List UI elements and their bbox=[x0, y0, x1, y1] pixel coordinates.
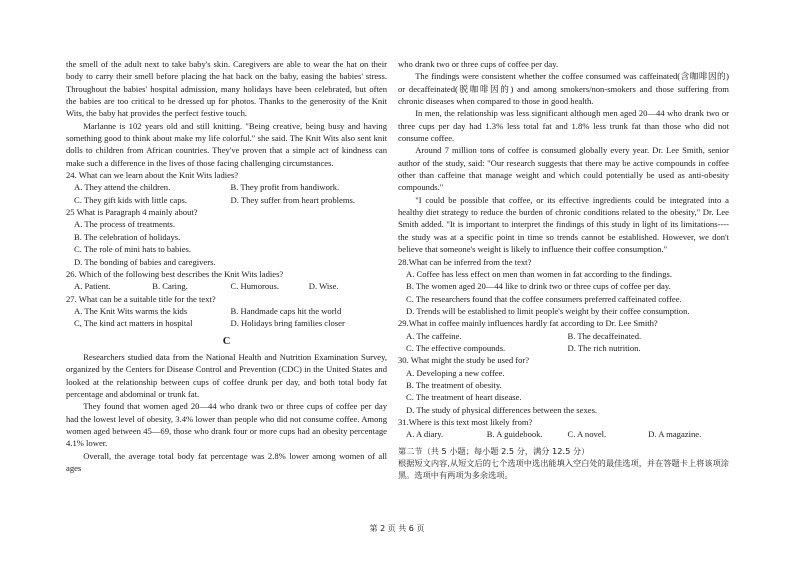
option-28b: B. The women aged 20—44 like to drink two or three cups of coffee per day. bbox=[406, 281, 671, 292]
question-31 bbox=[398, 416, 729, 441]
question-30-stem: 30. What might the study be used for? bbox=[398, 355, 530, 366]
option-31c: C. A novel. bbox=[567, 429, 607, 440]
option-31b: B. A guidebook. bbox=[486, 429, 543, 440]
right-column bbox=[398, 58, 729, 482]
paragraph-continuation: who drank two or three cups of coffee per day. bbox=[398, 59, 559, 69]
paragraph-around: Around 7 million tons of coffee is consumed globally every year. Dr. Lee Smith, senior author of the study, said: "Our research suggests that there may be active compounds in coffee other than caffeine that manage weight and which could potentially be used as anti-obesity compounds." bbox=[398, 145, 729, 193]
question-30 bbox=[398, 354, 729, 416]
question-29-stem: 29.What in coffee mainly influences hardly fat according to Dr. Lee Smith? bbox=[398, 318, 658, 329]
section-2-instructions: 根据短文内容,从短文后的七个选项中选出能填入空白处的最佳选项，并在答题卡上将该项涂黑。选项中有两项为多余选项。 bbox=[398, 458, 729, 481]
section-c-heading: C bbox=[222, 335, 231, 347]
option-30a: A. Developing a new coffee. bbox=[406, 367, 505, 378]
option-31a: A. A diary. bbox=[406, 429, 444, 440]
paragraph-quote: "I could be possible that coffee, or its effective ingredients could be integrated into a healthy diet strategy to reduce the burden of chronic conditions related to the obesity," Dr. Lee Smith added. "It is important to interpret the findings of this study in light of its limitations----the study was at a specific point in time so trends cannot be established. However, we don't believe that someone's weight is likely to influence their coffee consumption." bbox=[398, 194, 729, 255]
question-31-stem: 31.Where is this text most likely from? bbox=[398, 416, 533, 427]
option-24c: C. They gift kids with little caps. bbox=[74, 194, 187, 205]
page-footer: 第 2 页 共 6 页 bbox=[369, 524, 425, 533]
question-25-stem: 25 What is Paragraph 4 mainly about? bbox=[66, 207, 198, 218]
option-27c: C, The kind act matters in hospital bbox=[74, 318, 193, 329]
option-25b: B. The celebration of holidays. bbox=[74, 231, 181, 242]
option-26d: D. Wise. bbox=[308, 281, 339, 292]
option-26c: C. Humorous. bbox=[230, 281, 279, 292]
option-30d: D. The study of physical differences between the sexes. bbox=[406, 404, 598, 415]
paragraph-c-1: Researchers studied data from the National Health and Nutrition Examination Survey, organized by the Centers for Disease Control and Prevention (CDC) in the United States and looked at the relationship between cups of coffee drunk per day, and both total body fat percentage and abdominal or trunk fat. bbox=[66, 351, 387, 399]
question-27-stem: 27. What can be a suitable title for the text? bbox=[66, 293, 216, 304]
question-27 bbox=[66, 293, 387, 330]
option-25c: C. The role of mini hats to babies. bbox=[74, 244, 192, 255]
option-28a: A. Coffee has less effect on men than women in fat according to the findings. bbox=[406, 268, 673, 279]
question-26-stem: 26. Which of the following best describes the Knit Wits ladies? bbox=[66, 268, 284, 279]
paragraph-men: In men, the relationship was less significant although men aged 20—44 who drank two or three cups per day had 1.3% less total fat and 1.8% less trunk fat than those who did not consume coffee. bbox=[398, 108, 729, 144]
question-25 bbox=[66, 206, 387, 268]
paragraph-hat-smell: the smell of the adult next to take baby's skin. Caregivers are able to wear the hat on their body to carry their smell before placing the hat back on the baby, easing the babies' stress. Throughout the babies' hospital admission, many holidays have been celebrated, but often the babies are too critical to be dressed up for photos. Thanks to the generosity of the Knit Wits, the baby hat provides the perfect festive touch. bbox=[66, 59, 387, 119]
left-column bbox=[66, 58, 387, 474]
option-28c: C. The researchers found that the coffee consumers preferred caffeinated coffee. bbox=[406, 293, 682, 304]
option-26a: A. Patient. bbox=[74, 281, 111, 292]
paragraph-marlanne: Marlanne is 102 years old and still knitting. "Being creative, being busy and having something good to think about make my life colorful." she said. The Knit Wits also sent knit dolls to children from African countries. They've proven that a simple act of kindness can make such a difference in the lives of those facing challenging circumstances. bbox=[66, 120, 387, 168]
option-30b: B. The treatment of obesity. bbox=[406, 379, 502, 390]
option-30c: C. The treatment of heart disease. bbox=[406, 392, 522, 403]
option-29a: A. The caffeine. bbox=[406, 330, 462, 341]
question-29 bbox=[398, 317, 729, 354]
option-24b: B. They profit from handiwork. bbox=[230, 182, 340, 193]
question-24 bbox=[66, 169, 387, 206]
option-27a: A. The Knit Wits warms the kids bbox=[74, 305, 188, 316]
paragraph-c-2: They found that women aged 20—44 who drank two or three cups of coffee per day had the lowest level of obesity, 3.4% lower than people who did not consume coffee. Among women aged between 45—69, those who drank four or more cups had an obesity percentage 4.1% lower. bbox=[66, 401, 387, 449]
paragraph-findings: The findings were consistent whether the coffee consumed was caffeinated(含咖啡因的) or decaffeinated(脱咖啡因的) and among smokers/non-smokers and those suffering from chronic diseases when compared to those in good health. bbox=[398, 71, 729, 107]
question-28-stem: 28.What can be inferred from the text? bbox=[398, 256, 532, 267]
option-27d: D. Holidays bring families closer bbox=[230, 318, 345, 329]
option-24d: D. They suffer from heart problems. bbox=[230, 194, 355, 205]
question-24-stem: 24. What can we learn about the Knit Wits ladies? bbox=[66, 170, 239, 181]
option-26b: B. Caring. bbox=[152, 281, 188, 292]
option-25d: D. The bonding of babies and caregivers. bbox=[74, 256, 216, 267]
option-31d: D. A magazine. bbox=[648, 429, 702, 440]
paragraph-c-3: Overall, the average total body fat percentage was 2.8% lower among women of all ages bbox=[66, 450, 387, 473]
section-2-title: 第二节（共 5 小题；每小题 2.5 分，满分 12.5 分） bbox=[398, 445, 590, 456]
option-27b: B. Handmade caps hit the world bbox=[230, 305, 342, 316]
option-24a: A. They attend the children. bbox=[74, 182, 171, 193]
option-25a: A. The process of treatments. bbox=[74, 219, 176, 230]
question-28 bbox=[398, 256, 729, 318]
option-29d: D. The rich nutrition. bbox=[567, 342, 641, 353]
option-28d: D. Trends will be established to limit people's weight by their coffee consumption. bbox=[406, 305, 690, 316]
option-29b: B. The decaffeinated. bbox=[567, 330, 642, 341]
option-29c: C. The effective compounds. bbox=[406, 342, 506, 353]
question-26 bbox=[66, 268, 387, 293]
